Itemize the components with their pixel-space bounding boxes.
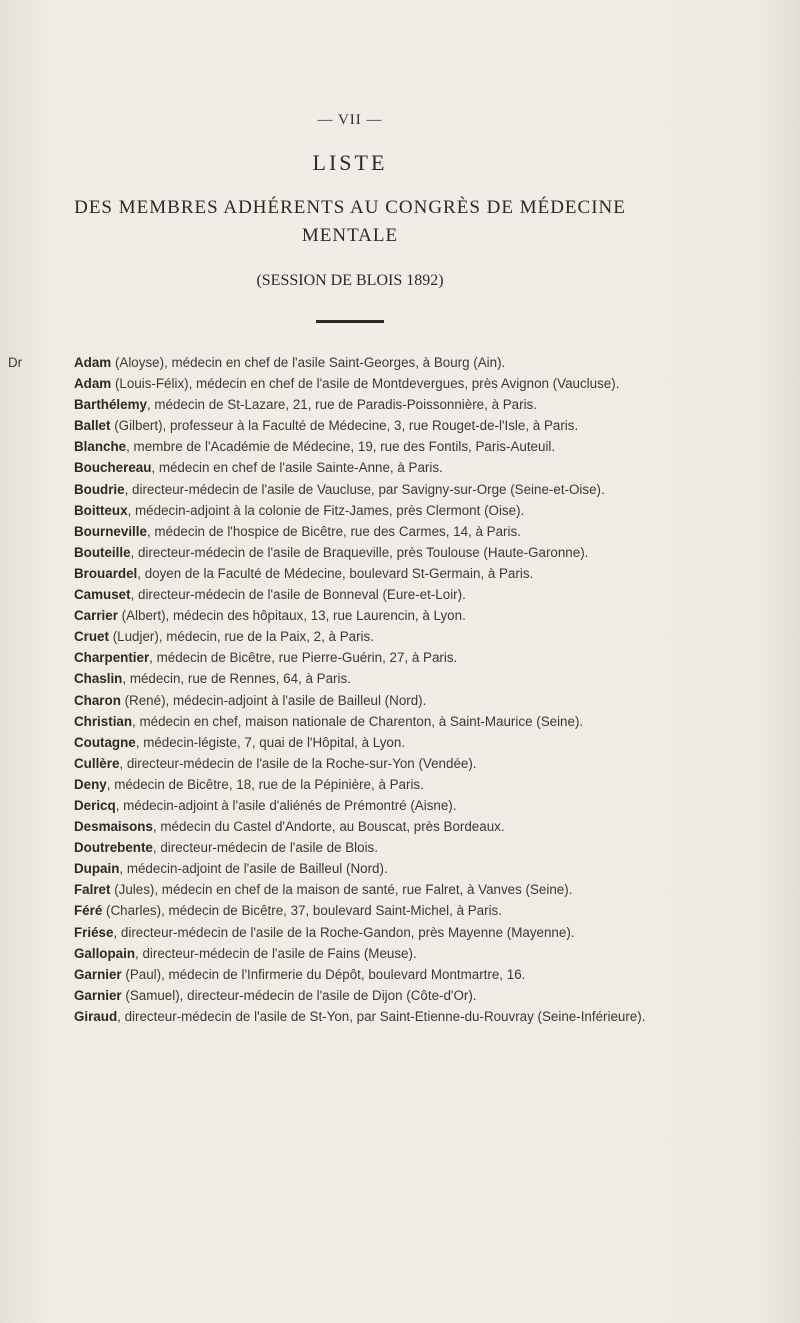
member-details: (Louis-Félix), médecin en chef de l'asile de Montdevergues, près Avignon (Vaucluse).	[111, 376, 620, 392]
member-details: , directeur-médecin de l'asile de Bonneval (Eure-et-Loir).	[130, 587, 466, 603]
member-details: , médecin-adjoint à la colonie de Fitz-James, près Clermont (Oise).	[127, 502, 525, 518]
member-entry	[74, 1006, 674, 1027]
member-entry	[74, 500, 674, 521]
member-details: (Paul), médecin de l'Infirmerie du Dépôt, boulevard Montmartre, 16.	[121, 966, 526, 982]
member-name: Deny	[74, 776, 107, 792]
member-name: Desmaisons	[74, 819, 153, 835]
member-details: , médecin en chef de l'asile Sainte-Anne, à Paris.	[151, 460, 443, 476]
member-details: , médecin du Castel d'Andorte, au Bouscat, près Bordeaux.	[152, 819, 505, 835]
member-entry	[74, 732, 674, 753]
member-details: , médecin de Bicêtre, rue Pierre-Guérin, 27, à Paris.	[149, 650, 458, 666]
member-entry	[74, 521, 674, 542]
member-details: (Ludjer), médecin, rue de la Paix, 2, à Paris.	[108, 629, 374, 645]
member-entry	[74, 795, 674, 816]
member-details: (Albert), médecin des hôpitaux, 13, rue Laurencin, à Lyon.	[117, 608, 466, 624]
member-details: (Jules), médecin en chef de la maison de santé, rue Falret, à Vanves (Seine).	[110, 882, 573, 898]
member-name: Doutrebente	[74, 840, 153, 856]
member-details: (Charles), médecin de Bicêtre, 37, boulevard Saint-Michel, à Paris.	[102, 903, 502, 919]
member-details: , directeur-médecin de l'asile de Braqueville, près Toulouse (Haute-Garonne).	[130, 544, 589, 560]
member-name: Cruet	[74, 629, 109, 645]
member-entry	[74, 479, 674, 500]
member-details: , doyen de la Faculté de Médecine, boulevard St-Germain, à Paris.	[137, 565, 534, 581]
member-entry	[74, 563, 674, 584]
member-details: (Samuel), directeur-médecin de l'asile de Dijon (Côte-d'Or).	[121, 987, 477, 1003]
member-details: , directeur-médecin de l'asile de la Roche-Gandon, près Mayenne (Mayenne).	[113, 924, 575, 940]
member-entry	[74, 753, 674, 774]
member-name: Boitteux	[74, 502, 128, 518]
member-entry	[74, 774, 674, 795]
member-entry	[74, 922, 674, 943]
member-name: Bourneville	[74, 523, 147, 539]
member-details: , directeur-médecin de l'asile de St-Yon, par Saint-Etienne-du-Rouvray (Seine-Inférieure).	[117, 1008, 646, 1024]
member-name: Dupain	[74, 861, 120, 877]
member-details: , médecin-légiste, 7, quai de l'Hôpital, à Lyon.	[135, 734, 406, 750]
member-entry	[74, 457, 674, 478]
member-entry	[74, 605, 674, 626]
member-entry	[74, 985, 674, 1006]
member-entry	[74, 816, 674, 837]
page-number: — VII —	[317, 112, 383, 128]
member-details: , directeur-médecin de l'asile de la Roche-sur-Yon (Vendée).	[119, 755, 477, 771]
member-name: Féré	[74, 903, 103, 919]
member-name: Garnier	[74, 966, 122, 982]
member-entry	[74, 647, 674, 668]
member-entry	[74, 373, 674, 394]
member-details: , médecin de Bicêtre, 18, rue de la Pépinière, à Paris.	[106, 776, 424, 792]
member-details: , médecin de l'hospice de Bicêtre, rue des Carmes, 14, à Paris.	[146, 523, 521, 539]
member-name: Brouardel	[74, 565, 138, 581]
member-name: Carrier	[74, 608, 118, 624]
member-entry: Dr Adam (Aloyse), médecin en chef de l'asile Saint-Georges, à Bourg (Ain).	[8, 355, 506, 370]
member-details: , membre de l'Académie de Médecine, 19, rue des Fontils, Paris-Auteuil.	[126, 439, 556, 455]
member-name: Boudrie	[74, 481, 125, 497]
document-title: DES MEMBRES ADHÉRENTS AU CONGRÈS DE MÉDECINE MENTALE	[74, 197, 626, 246]
member-entry	[74, 668, 674, 689]
member-name: Christian	[74, 713, 133, 729]
member-entry	[74, 900, 674, 921]
member-entry	[74, 394, 674, 415]
member-name: Garnier	[74, 987, 122, 1003]
member-name: Coutagne	[74, 734, 136, 750]
member-entry	[74, 964, 674, 985]
member-entry	[74, 542, 674, 563]
member-details: , médecin-adjoint de l'asile de Bailleul (Nord).	[119, 861, 388, 877]
member-name: Friése	[74, 924, 114, 940]
member-name: Dericq	[74, 797, 116, 813]
member-name: Gallopain	[74, 945, 136, 961]
member-entry	[74, 837, 674, 858]
member-details: (René), médecin-adjoint à l'asile de Bailleul (Nord).	[120, 692, 427, 708]
member-name: Giraud	[74, 1008, 118, 1024]
member-details: (Gilbert), professeur à la Faculté de Médecine, 3, rue Rouget-de-l'Isle, à Paris.	[110, 418, 579, 434]
member-entry	[74, 436, 674, 457]
member-name: Blanche	[74, 439, 127, 455]
member-details: , directeur-médecin de l'asile de Vaucluse, par Savigny-sur-Orge (Seine-et-Oise).	[124, 481, 605, 497]
member-name: Adam	[74, 376, 112, 392]
member-entry	[74, 858, 674, 879]
session-text: (SESSION DE BLOIS 1892)	[256, 272, 444, 289]
member-entry	[74, 879, 674, 900]
member-details: , directeur-médecin de l'asile de Blois.	[152, 840, 378, 856]
member-details: , médecin en chef, maison nationale de Charenton, à Saint-Maurice (Seine).	[132, 713, 584, 729]
member-name: Chaslin	[74, 671, 123, 687]
member-name: Bouchereau	[74, 460, 152, 476]
member-name: Adam	[74, 355, 112, 370]
member-name: Barthélemy	[74, 397, 147, 413]
list-title: LISTE	[312, 150, 388, 175]
member-entry	[74, 584, 674, 605]
member-entry	[74, 690, 674, 711]
member-name: Charon	[74, 692, 121, 708]
member-entry	[74, 943, 674, 964]
member-details: , médecin, rue de Rennes, 64, à Paris.	[122, 671, 351, 687]
session-subtitle	[0, 272, 700, 290]
member-details: , directeur-médecin de l'asile de Fains (Meuse).	[135, 945, 417, 961]
member-name: Ballet	[74, 418, 111, 434]
member-name: Charpentier	[74, 650, 150, 666]
member-name: Camuset	[74, 587, 131, 603]
member-details: , médecin de St-Lazare, 21, rue de Paradis-Poissonnière, à Paris.	[146, 397, 537, 413]
member-name: Falret	[74, 882, 111, 898]
member-details: (Aloyse), médecin en chef de l'asile Saint-Georges, à Bourg (Ain).	[111, 355, 506, 370]
member-details: , médecin-adjoint à l'asile d'aliénés de Prémontré (Aisne).	[115, 797, 457, 813]
member-name: Cullère	[74, 755, 120, 771]
member-name: Bouteille	[74, 544, 131, 560]
member-list	[8, 352, 674, 1027]
title-divider	[316, 320, 384, 323]
member-entry	[74, 415, 674, 436]
member-entry	[74, 711, 674, 732]
member-entry	[74, 626, 674, 647]
